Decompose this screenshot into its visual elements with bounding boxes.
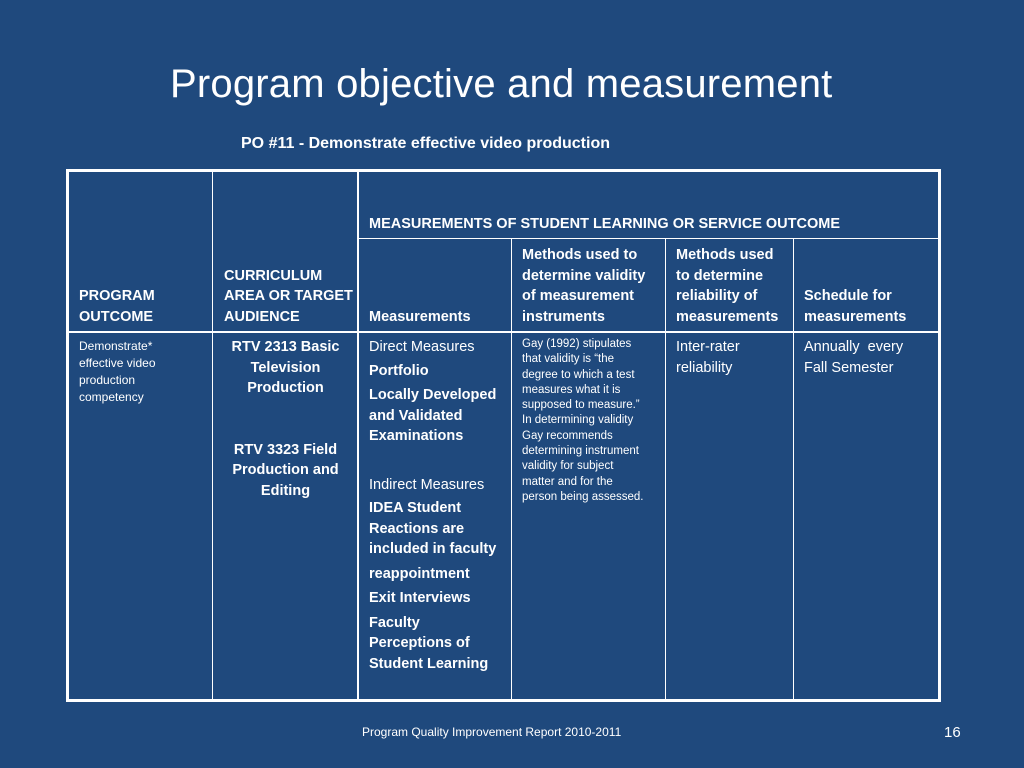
header-reliability xyxy=(676,240,792,327)
measure-item: Examinations xyxy=(369,428,464,444)
cell-validity xyxy=(522,337,664,505)
measure-item: included in faculty xyxy=(369,541,497,557)
cell-line: matter and for the xyxy=(522,475,613,488)
header-line: determine validity xyxy=(522,267,646,284)
header-curriculum xyxy=(224,240,354,327)
cell-line: that validity is “the xyxy=(522,353,615,366)
table-border-bottom xyxy=(66,699,941,702)
measure-item: Student Learning xyxy=(369,655,489,672)
course-line: RTV 2313 Basic xyxy=(231,339,340,355)
measure-item: IDEA Student xyxy=(369,500,462,516)
table-border-left xyxy=(66,169,69,702)
cell-line: In determining validity xyxy=(522,414,634,427)
course-line: Television xyxy=(250,359,321,376)
header-line: AREA OR TARGET xyxy=(224,288,353,304)
cell-line: Annually every xyxy=(804,339,904,355)
cell-measurements xyxy=(369,337,509,674)
column-divider xyxy=(665,238,666,700)
measure-item: Perceptions of xyxy=(369,635,470,651)
cell-line: reliability xyxy=(676,359,733,376)
cell-line: person being assessed. xyxy=(522,490,644,503)
measure-item: Reactions are xyxy=(369,520,465,537)
header-line: measurements xyxy=(804,308,907,325)
page-number: 16 xyxy=(944,724,961,741)
header-line: to determine xyxy=(676,267,764,284)
course-line: Production xyxy=(247,380,324,396)
course-line: Editing xyxy=(260,482,311,499)
cell-line: production xyxy=(79,373,136,387)
slide-footer: Program Quality Improvement Report 2010-2011 xyxy=(362,725,622,739)
header-line: reliability of xyxy=(676,288,758,304)
header-line: instruments xyxy=(522,308,605,325)
column-divider xyxy=(357,170,359,700)
header-program-outcome xyxy=(79,240,209,327)
header-line: CURRICULUM xyxy=(224,267,323,284)
indirect-measures-label: Indirect Measures xyxy=(369,476,485,493)
column-divider xyxy=(212,170,213,700)
header-line: AUDIENCE xyxy=(224,308,300,325)
slide-title: Program objective and measurement xyxy=(170,62,833,106)
cell-line: supposed to measure.” xyxy=(522,399,640,412)
cell-program-outcome xyxy=(79,338,209,406)
group-header xyxy=(369,214,929,235)
header-measurements xyxy=(369,240,509,327)
measure-item: Faculty xyxy=(369,614,420,631)
cell-line: Gay recommends xyxy=(522,429,613,442)
cell-line: effective video xyxy=(79,356,156,370)
cell-line: Demonstrate* xyxy=(79,339,153,353)
header-line: of measurement xyxy=(522,288,635,304)
course-line: Production and xyxy=(232,462,339,478)
cell-line: Inter-rater xyxy=(676,339,740,355)
direct-measures-label: Direct Measures xyxy=(369,339,475,355)
header-line: PROGRAM xyxy=(79,288,155,304)
table-border-right xyxy=(938,169,941,702)
header-line: Schedule for xyxy=(804,288,892,304)
cell-line: Fall Semester xyxy=(804,359,894,376)
measure-item: Locally Developed xyxy=(369,387,497,403)
header-schedule xyxy=(804,240,936,327)
header-line: OUTCOME xyxy=(79,308,154,325)
column-divider xyxy=(511,238,512,700)
cell-schedule xyxy=(804,337,936,378)
group-header-divider xyxy=(358,238,939,239)
measure-item: Exit Interviews xyxy=(369,590,471,606)
header-divider xyxy=(67,331,939,333)
cell-line: determining instrument xyxy=(522,445,639,458)
cell-line: measures what it is xyxy=(522,383,621,396)
measure-item: Portfolio xyxy=(369,362,429,379)
cell-line: Gay (1992) stipulates xyxy=(522,338,632,350)
cell-line: validity for subject xyxy=(522,460,614,473)
table-border-top xyxy=(66,169,941,172)
measure-item: and Validated xyxy=(369,407,463,424)
measure-item: reappointment xyxy=(369,565,470,582)
course-line: RTV 3323 Field xyxy=(233,441,338,458)
header-line: Measurements xyxy=(369,308,471,325)
cell-curriculum xyxy=(214,337,357,501)
header-line: Methods used xyxy=(676,247,774,263)
group-header-text: MEASUREMENTS OF STUDENT LEARNING OR SERVICE OUTCOME xyxy=(369,216,841,232)
column-divider xyxy=(793,238,794,700)
header-line: measurements xyxy=(676,308,779,325)
cell-reliability xyxy=(676,337,792,378)
cell-line: competency xyxy=(79,390,144,404)
header-line: Methods used to xyxy=(522,247,638,263)
program-objective-subtitle: PO #11 - Demonstrate effective video production xyxy=(241,135,610,152)
header-validity xyxy=(522,240,664,327)
cell-line: degree to which a test xyxy=(522,368,635,381)
